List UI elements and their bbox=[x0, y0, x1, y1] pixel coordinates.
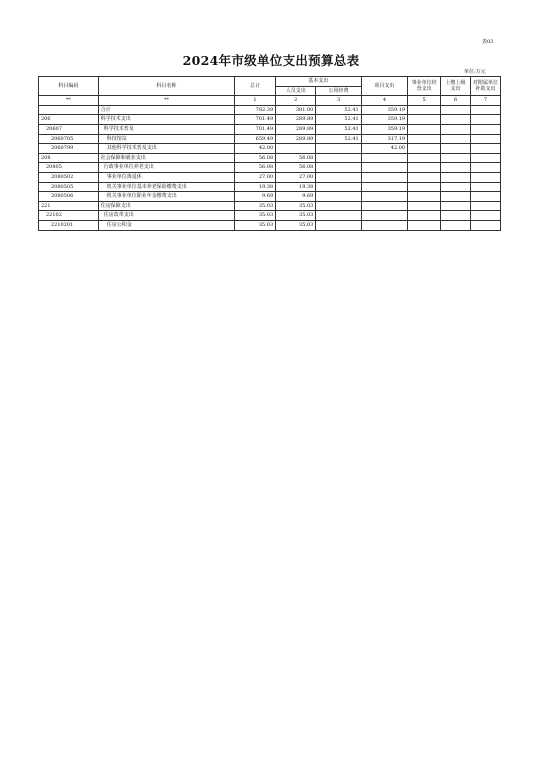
cell-public: 52.41 bbox=[316, 134, 361, 144]
cell-code: 2080506 bbox=[39, 192, 99, 202]
cell-code: 2060799 bbox=[39, 144, 99, 154]
page-title: 2024年市级单位支出预算总表 bbox=[182, 53, 360, 68]
cell-upper bbox=[441, 105, 471, 115]
cell-subsidy bbox=[470, 182, 500, 192]
cell-personnel: 19.38 bbox=[276, 182, 316, 192]
cell-enterprise bbox=[408, 105, 441, 115]
cell-enterprise bbox=[408, 192, 441, 202]
cell-enterprise bbox=[408, 144, 441, 154]
cell-name: 机关事业单位职业年金缴费支出 bbox=[98, 192, 234, 202]
cell-name: 行政事业单位养老支出 bbox=[98, 163, 234, 173]
cell-total: 42.00 bbox=[234, 144, 275, 154]
table-code: 表03 bbox=[482, 39, 494, 45]
cell-project bbox=[361, 220, 407, 230]
cell-subsidy bbox=[470, 115, 500, 125]
index-cell: 6 bbox=[441, 96, 471, 106]
index-cell: ** bbox=[98, 96, 234, 106]
cell-public bbox=[316, 220, 361, 230]
cell-personnel: 56.08 bbox=[276, 163, 316, 173]
cell-enterprise bbox=[408, 115, 441, 125]
cell-code: 2080505 bbox=[39, 182, 99, 192]
table-row bbox=[39, 211, 501, 221]
cell-personnel: 56.08 bbox=[276, 153, 316, 163]
index-cell: 7 bbox=[470, 96, 500, 106]
cell-subsidy bbox=[470, 220, 500, 230]
cell-subsidy bbox=[470, 201, 500, 211]
cell-public bbox=[316, 172, 361, 182]
cell-code: 20607 bbox=[39, 124, 99, 134]
cell-name: 科学技术支出 bbox=[98, 115, 234, 125]
table-row bbox=[39, 115, 501, 125]
cell-total: 35.03 bbox=[234, 211, 275, 221]
col-subsidy-header: 对附属单位补助支出 bbox=[470, 77, 500, 96]
col-personnel-header: 人员支出 bbox=[276, 86, 316, 96]
cell-upper bbox=[441, 182, 471, 192]
cell-project bbox=[361, 211, 407, 221]
cell-upper bbox=[441, 163, 471, 173]
cell-code: 2060705 bbox=[39, 134, 99, 144]
cell-upper bbox=[441, 144, 471, 154]
cell-subsidy bbox=[470, 163, 500, 173]
cell-public bbox=[316, 144, 361, 154]
cell-public: 52.41 bbox=[316, 115, 361, 125]
col-enterprise-header: 事业单位经营支出 bbox=[408, 77, 441, 96]
cell-subsidy bbox=[470, 211, 500, 221]
cell-personnel: 289.89 bbox=[276, 134, 316, 144]
budget-table bbox=[38, 76, 501, 231]
cell-subsidy bbox=[470, 153, 500, 163]
cell-enterprise bbox=[408, 163, 441, 173]
cell-project bbox=[361, 201, 407, 211]
table-row bbox=[39, 105, 501, 115]
cell-subsidy bbox=[470, 192, 500, 202]
table-row bbox=[39, 163, 501, 173]
cell-upper bbox=[441, 201, 471, 211]
table-body bbox=[39, 96, 501, 230]
col-total-header: 总计 bbox=[234, 77, 275, 96]
cell-personnel: 35.03 bbox=[276, 211, 316, 221]
cell-personnel: 27.00 bbox=[276, 172, 316, 182]
cell-subsidy bbox=[470, 144, 500, 154]
cell-total: 56.08 bbox=[234, 163, 275, 173]
cell-subsidy bbox=[470, 134, 500, 144]
cell-code: 206 bbox=[39, 115, 99, 125]
cell-name: 住房公积金 bbox=[98, 220, 234, 230]
cell-total: 9.69 bbox=[234, 192, 275, 202]
cell-code: 221 bbox=[39, 201, 99, 211]
cell-upper bbox=[441, 124, 471, 134]
cell-public bbox=[316, 153, 361, 163]
cell-personnel: 289.89 bbox=[276, 124, 316, 134]
cell-subsidy bbox=[470, 124, 500, 134]
cell-code bbox=[39, 105, 99, 115]
cell-project bbox=[361, 182, 407, 192]
cell-enterprise bbox=[408, 201, 441, 211]
cell-project bbox=[361, 163, 407, 173]
cell-name: 合计 bbox=[98, 105, 234, 115]
cell-name: 其他科学技术普及支出 bbox=[98, 144, 234, 154]
cell-enterprise bbox=[408, 153, 441, 163]
table-row bbox=[39, 220, 501, 230]
cell-name: 住房保障支出 bbox=[98, 201, 234, 211]
cell-upper bbox=[441, 153, 471, 163]
cell-total: 56.08 bbox=[234, 153, 275, 163]
cell-code: 2210201 bbox=[39, 220, 99, 230]
table-row bbox=[39, 192, 501, 202]
cell-enterprise bbox=[408, 211, 441, 221]
col-upper-header: 上缴上级支出 bbox=[441, 77, 471, 96]
cell-public: 52.41 bbox=[316, 105, 361, 115]
cell-upper bbox=[441, 211, 471, 221]
cell-project bbox=[361, 192, 407, 202]
cell-name: 住房改革支出 bbox=[98, 211, 234, 221]
unit-label: 单位:万元 bbox=[464, 69, 486, 75]
table-row bbox=[39, 201, 501, 211]
cell-personnel: 381.00 bbox=[276, 105, 316, 115]
cell-personnel: 9.69 bbox=[276, 192, 316, 202]
index-cell: 1 bbox=[234, 96, 275, 106]
cell-upper bbox=[441, 115, 471, 125]
cell-enterprise bbox=[408, 220, 441, 230]
index-row bbox=[39, 96, 501, 106]
table-row bbox=[39, 134, 501, 144]
cell-project: 359.19 bbox=[361, 115, 407, 125]
cell-project bbox=[361, 153, 407, 163]
cell-total: 27.00 bbox=[234, 172, 275, 182]
index-cell: ** bbox=[39, 96, 99, 106]
index-cell: 4 bbox=[361, 96, 407, 106]
cell-total: 659.49 bbox=[234, 134, 275, 144]
cell-total: 701.49 bbox=[234, 124, 275, 134]
cell-project: 359.19 bbox=[361, 105, 407, 115]
cell-personnel: 289.89 bbox=[276, 115, 316, 125]
cell-public bbox=[316, 211, 361, 221]
col-basic-header: 基本支出 bbox=[276, 77, 362, 87]
table-row bbox=[39, 124, 501, 134]
index-cell: 5 bbox=[408, 96, 441, 106]
cell-enterprise bbox=[408, 182, 441, 192]
cell-name: 事业单位离退休 bbox=[98, 172, 234, 182]
index-cell: 3 bbox=[316, 96, 361, 106]
cell-code: 2080502 bbox=[39, 172, 99, 182]
cell-project bbox=[361, 172, 407, 182]
cell-personnel: 35.03 bbox=[276, 201, 316, 211]
cell-public bbox=[316, 192, 361, 202]
cell-project: 317.19 bbox=[361, 134, 407, 144]
col-name-header: 科目名称 bbox=[98, 77, 234, 96]
cell-total: 701.49 bbox=[234, 115, 275, 125]
cell-name: 科学技术普及 bbox=[98, 124, 234, 134]
cell-upper bbox=[441, 192, 471, 202]
cell-subsidy bbox=[470, 105, 500, 115]
cell-upper bbox=[441, 172, 471, 182]
index-cell: 2 bbox=[276, 96, 316, 106]
col-code-header: 科目编码 bbox=[39, 77, 99, 96]
table-row bbox=[39, 144, 501, 154]
cell-upper bbox=[441, 134, 471, 144]
cell-personnel: 35.03 bbox=[276, 220, 316, 230]
cell-public bbox=[316, 201, 361, 211]
cell-total: 35.03 bbox=[234, 220, 275, 230]
cell-total: 35.03 bbox=[234, 201, 275, 211]
cell-project: 42.00 bbox=[361, 144, 407, 154]
table-row bbox=[39, 153, 501, 163]
cell-code: 208 bbox=[39, 153, 99, 163]
cell-total: 19.38 bbox=[234, 182, 275, 192]
cell-code: 22102 bbox=[39, 211, 99, 221]
header-row bbox=[39, 77, 501, 87]
cell-enterprise bbox=[408, 134, 441, 144]
col-project-header: 项目支出 bbox=[361, 77, 407, 96]
table-row bbox=[39, 182, 501, 192]
cell-total: 782.39 bbox=[234, 105, 275, 115]
cell-public: 52.41 bbox=[316, 124, 361, 134]
col-public-header: 公用经费 bbox=[316, 86, 361, 96]
cell-project: 359.19 bbox=[361, 124, 407, 134]
table-row bbox=[39, 172, 501, 182]
cell-personnel bbox=[276, 144, 316, 154]
cell-enterprise bbox=[408, 124, 441, 134]
cell-subsidy bbox=[470, 172, 500, 182]
cell-name: 社会保障和就业支出 bbox=[98, 153, 234, 163]
cell-name: 科技馆站 bbox=[98, 134, 234, 144]
cell-public bbox=[316, 163, 361, 173]
cell-name: 机关事业单位基本养老保险缴费支出 bbox=[98, 182, 234, 192]
cell-code: 20805 bbox=[39, 163, 99, 173]
cell-enterprise bbox=[408, 172, 441, 182]
cell-upper bbox=[441, 220, 471, 230]
cell-public bbox=[316, 182, 361, 192]
